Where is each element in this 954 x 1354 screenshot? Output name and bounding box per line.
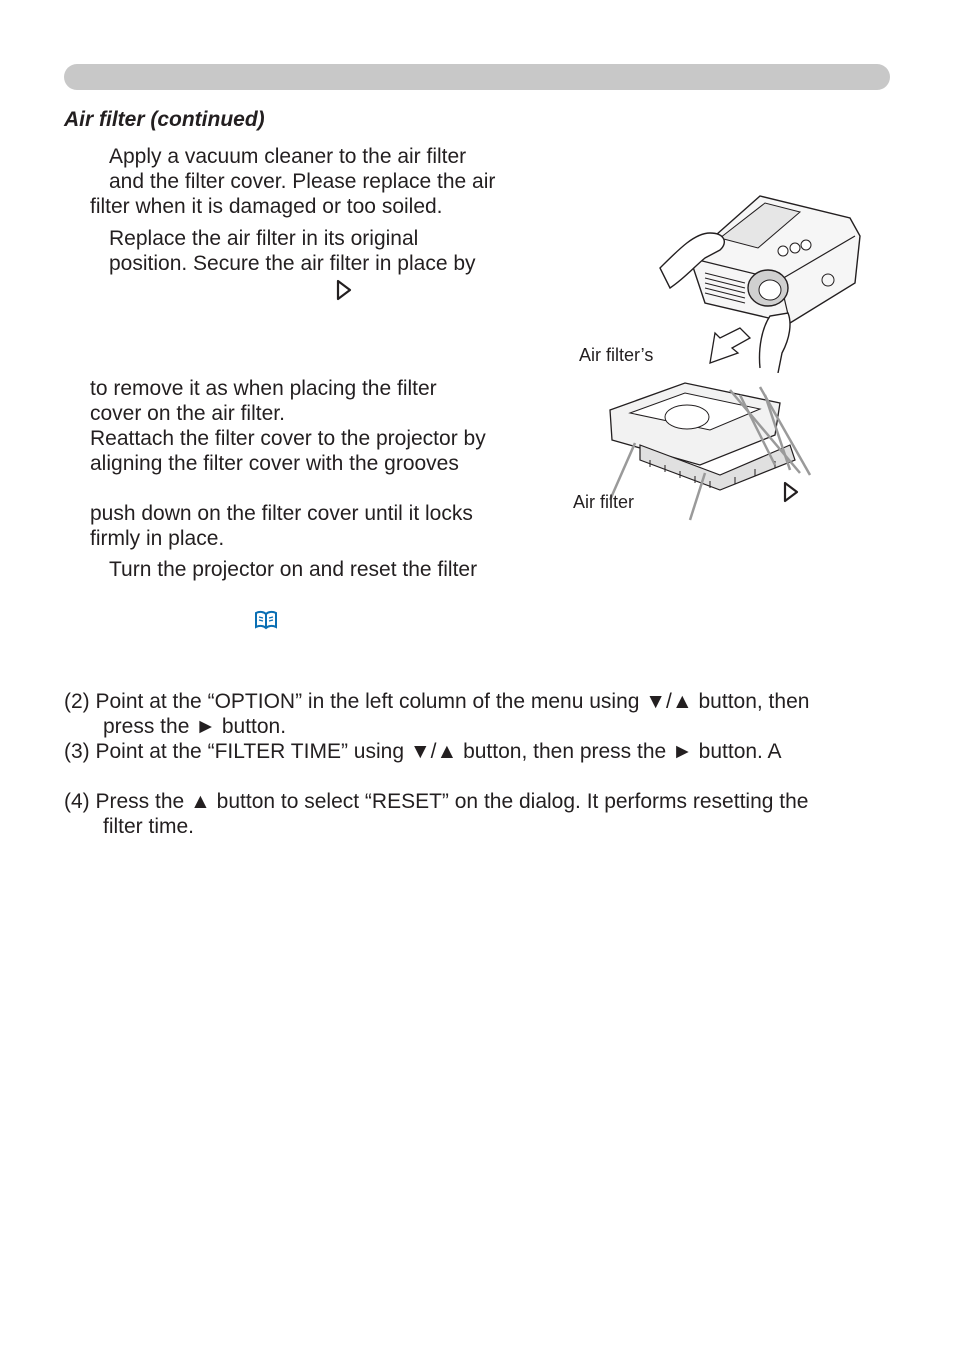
- header-bar: [64, 64, 890, 90]
- section-title: Air filter (continued): [64, 108, 265, 131]
- item4-line2: filter time.: [103, 815, 195, 838]
- label-air-filter: Air filter: [573, 492, 635, 512]
- step2-line2: position. Secure the air filter in place by: [109, 252, 476, 275]
- item4-line1: (4) Press the ▲ button to select “RESET” on the dialog. It performs resetting the: [64, 790, 809, 813]
- step3-line3: Reattach the filter cover to the projector by: [90, 427, 486, 450]
- step1-line1: Apply a vacuum cleaner to the air filter: [109, 145, 467, 168]
- step4-line2: firmly in place.: [90, 527, 225, 550]
- projector-illustration: [650, 188, 870, 373]
- step1-line2: and the filter cover. Please replace the air: [109, 170, 496, 193]
- play-outline-icon: [334, 278, 354, 302]
- item2-line2: press the ► button.: [103, 715, 287, 738]
- step3-line2: cover on the air filter.: [90, 402, 285, 425]
- label-air-filter-cover: Air filter’s: [579, 345, 654, 365]
- step3-line1: to remove it as when placing the filter: [90, 377, 437, 400]
- step5-line1: Turn the projector on and reset the filter: [109, 558, 478, 581]
- item2-line1: (2) Point at the “OPTION” in the left column of the menu using ▼/▲ button, then: [64, 690, 810, 713]
- item3-line1: (3) Point at the “FILTER TIME” using ▼/▲ button, then press the ► button. A: [64, 740, 782, 763]
- step4-line1: push down on the filter cover until it locks: [90, 502, 473, 525]
- step1-line3: filter when it is damaged or too soiled.: [90, 195, 443, 218]
- book-icon: [254, 610, 278, 630]
- play-outline-icon: [781, 480, 801, 504]
- step2-line1: Replace the air filter in its original: [109, 227, 419, 250]
- step3-line4: aligning the filter cover with the grooves: [90, 452, 459, 475]
